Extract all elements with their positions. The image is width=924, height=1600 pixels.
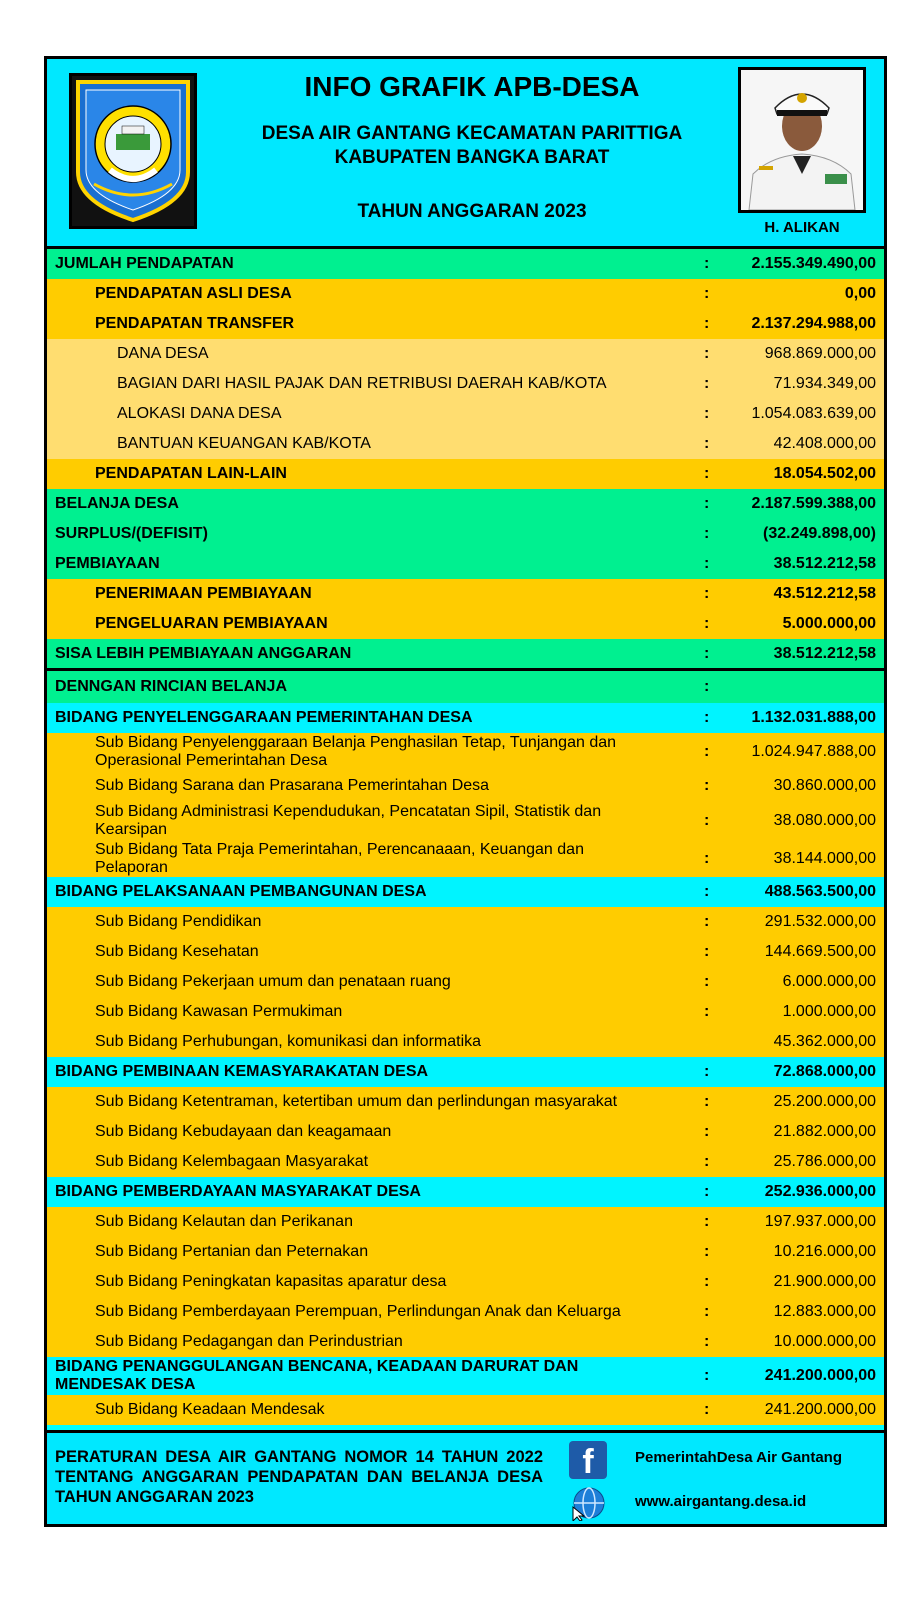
table-row [47, 841, 884, 877]
row-label: Sub Bidang Kesehatan [95, 943, 259, 960]
row-value: 38.512.212,58 [773, 555, 876, 572]
row-colon: : [704, 1243, 710, 1260]
row-label: PENGELUARAN PEMBIAYAAN [95, 615, 328, 632]
row-label: Sub Bidang Administrasi Kependudukan, Pencatatan Sipil, Statistik dan Kearsipan [95, 803, 602, 838]
table-row [47, 579, 884, 609]
table-row [47, 639, 884, 669]
row-value: 38.512.212,58 [773, 645, 876, 662]
row-value: 1.054.083.639,00 [751, 405, 876, 422]
row-colon: : [704, 495, 710, 512]
row-colon: : [704, 678, 710, 695]
table-row [47, 1395, 884, 1425]
table-row [47, 1177, 884, 1207]
row-value: 38.144.000,00 [773, 850, 876, 867]
row-colon: : [704, 709, 710, 726]
row-value: 197.937.000,00 [764, 1213, 876, 1230]
table-row [47, 339, 884, 369]
table-row [47, 703, 884, 733]
row-value: 968.869.000,00 [764, 345, 876, 362]
row-value: 25.200.000,00 [773, 1093, 876, 1110]
row-value: 43.512.212,58 [773, 585, 876, 602]
row-colon: : [704, 1401, 710, 1418]
row-label: Sub Bidang Kelautan dan Perikanan [95, 1213, 353, 1230]
row-value: 1.132.031.888,00 [751, 709, 876, 726]
table-row [47, 279, 884, 309]
row-label: PEMBIAYAAN [55, 555, 160, 572]
row-label: PENDAPATAN TRANSFER [95, 315, 295, 332]
table-row [47, 1327, 884, 1357]
table-row [47, 671, 884, 703]
row-colon: : [704, 345, 710, 362]
row-label: PENERIMAAN PEMBIAYAAN [95, 585, 312, 602]
regency-subtitle: KABUPATEN BANGKA BARAT [334, 147, 610, 168]
table-row [47, 1027, 884, 1057]
row-colon: : [704, 1367, 710, 1384]
row-label: Sub Bidang Pertanian dan Peternakan [95, 1243, 369, 1260]
row-colon: : [704, 585, 710, 602]
row-colon: : [704, 405, 710, 422]
row-colon: : [704, 1333, 710, 1350]
row-value: (32.249.898,00) [763, 525, 876, 542]
row-label: Sub Bidang Pekerjaan umum dan penataan ruang [95, 973, 451, 990]
regulation-note: PERATURAN DESA AIR GANTANG NOMOR 14 TAHUN 2022 TENTANG ANGGARAN PENDAPATAN DAN BELANJA DESA TAHUN ANGGARAN 2023 [55, 1448, 543, 1506]
row-value: 6.000.000,00 [782, 973, 876, 990]
row-value: 1.024.947.888,00 [751, 743, 876, 760]
row-label: DANA DESA [117, 345, 209, 362]
row-value: 488.563.500,00 [764, 883, 876, 900]
row-colon: : [704, 1123, 710, 1140]
row-value: 12.883.000,00 [773, 1303, 876, 1320]
row-label: Sub Bidang Pemberdayaan Perempuan, Perlindungan Anak dan Keluarga [95, 1303, 621, 1320]
row-colon: : [704, 1183, 710, 1200]
facebook-icon[interactable]: f [569, 1441, 607, 1479]
row-value: 2.137.294.988,00 [751, 315, 876, 332]
row-colon: : [704, 255, 710, 272]
row-value: 0,00 [844, 285, 876, 302]
facebook-page-link[interactable]: PemerintahDesa Air Gantang [635, 1449, 843, 1466]
row-value: 45.362.000,00 [773, 1033, 876, 1050]
row-value: 21.900.000,00 [773, 1273, 876, 1290]
table-row [47, 1297, 884, 1327]
table-row [47, 1207, 884, 1237]
row-label: Sub Bidang Penyelenggaraan Belanja Penghasilan Tetap, Tunjangan dan Operasional Pemerintahan Desa [95, 734, 617, 769]
table-row [47, 997, 884, 1027]
revenue-summary-table [47, 249, 884, 669]
row-colon: : [704, 555, 710, 572]
expenditure-detail-table [47, 671, 884, 1425]
row-label: JUMLAH PENDAPATAN [55, 255, 234, 272]
table-row [47, 459, 884, 489]
table-row [47, 1087, 884, 1117]
row-colon: : [704, 850, 710, 867]
infographic-frame [44, 56, 887, 1527]
row-label: BIDANG PELAKSANAAN PEMBANGUNAN DESA [55, 883, 427, 900]
globe-cursor-icon[interactable] [569, 1485, 607, 1521]
row-label: PENDAPATAN LAIN-LAIN [95, 465, 287, 482]
table-row [47, 771, 884, 801]
table-row [47, 1267, 884, 1297]
row-colon: : [704, 1093, 710, 1110]
website-link[interactable]: www.airgantang.desa.id [635, 1493, 807, 1510]
row-colon: : [704, 777, 710, 794]
row-value: 2.155.349.490,00 [751, 255, 876, 272]
row-label: ALOKASI DANA DESA [117, 405, 282, 422]
row-label: Sub Bidang Tata Praja Pemerintahan, Perencanaaan, Keuangan dan Pelaporan [95, 841, 584, 876]
row-colon: : [704, 375, 710, 392]
row-label: SURPLUS/(DEFISIT) [55, 525, 208, 542]
row-label: BELANJA DESA [55, 495, 179, 512]
row-label: Sub Bidang Keadaan Mendesak [95, 1401, 325, 1418]
row-value: 241.200.000,00 [764, 1401, 876, 1418]
row-value: 144.669.500,00 [764, 943, 876, 960]
row-colon: : [704, 615, 710, 632]
official-photo [738, 67, 866, 213]
table-row [47, 519, 884, 549]
table-row [47, 733, 884, 771]
footer [47, 1433, 884, 1524]
row-colon: : [704, 812, 710, 829]
table-row [47, 609, 884, 639]
row-label: Sub Bidang Perhubungan, komunikasi dan informatika [95, 1033, 482, 1050]
row-colon: : [704, 883, 710, 900]
row-label: Sub Bidang Kebudayaan dan keagamaan [95, 1123, 392, 1140]
table-row [47, 1147, 884, 1177]
row-value: 10.216.000,00 [773, 1243, 876, 1260]
table-row [47, 801, 884, 841]
budget-year: TAHUN ANGGARAN 2023 [357, 201, 587, 222]
row-colon: : [704, 1003, 710, 1020]
row-label: Sub Bidang Kawasan Permukiman [95, 1003, 343, 1020]
table-row [47, 1057, 884, 1087]
row-colon: : [704, 465, 710, 482]
row-label: BIDANG PENYELENGGARAAN PEMERINTAHAN DESA [55, 709, 473, 726]
row-value: 2.187.599.388,00 [751, 495, 876, 512]
table-row [47, 967, 884, 997]
row-value: 18.054.502,00 [773, 465, 876, 482]
table-row [47, 877, 884, 907]
row-colon: : [704, 645, 710, 662]
row-value: 72.868.000,00 [773, 1063, 876, 1080]
page-title: INFO GRAFIK APB-DESA [304, 71, 640, 102]
row-colon: : [704, 1213, 710, 1230]
row-label: BAGIAN DARI HASIL PAJAK DAN RETRIBUSI DAERAH KAB/KOTA [117, 375, 607, 392]
row-label: Sub Bidang Pedagangan dan Perindustrian [95, 1333, 403, 1350]
row-label: PENDAPATAN ASLI DESA [95, 285, 292, 302]
row-label: Sub Bidang Pendidikan [95, 913, 262, 930]
row-colon: : [704, 1303, 710, 1320]
table-row [47, 429, 884, 459]
table-row [47, 907, 884, 937]
row-label: BANTUAN KEUANGAN KAB/KOTA [117, 435, 371, 452]
row-value: 252.936.000,00 [764, 1183, 876, 1200]
row-label: SISA LEBIH PEMBIAYAAN ANGGARAN [55, 645, 352, 662]
table-row [47, 399, 884, 429]
row-colon: : [704, 913, 710, 930]
table-row [47, 369, 884, 399]
row-colon: : [704, 1153, 710, 1170]
official-name: H. ALIKAN [764, 219, 840, 236]
row-colon: : [704, 435, 710, 452]
row-colon: : [704, 315, 710, 332]
row-label: BIDANG PEMBERDAYAAN MASYARAKAT DESA [55, 1183, 421, 1200]
row-label: Sub Bidang Peningkatan kapasitas aparatur desa [95, 1273, 447, 1290]
table-row [47, 309, 884, 339]
row-label: BIDANG PENANGGULANGAN BENCANA, KEADAAN DARURAT DAN MENDESAK DESA [55, 1358, 579, 1393]
row-colon: : [704, 285, 710, 302]
row-colon: : [704, 525, 710, 542]
table-row [47, 249, 884, 279]
row-colon: : [704, 973, 710, 990]
table-row [47, 1357, 884, 1395]
row-value: 71.934.349,00 [773, 375, 876, 392]
table-row [47, 549, 884, 579]
table-row [47, 937, 884, 967]
row-value: 25.786.000,00 [773, 1153, 876, 1170]
row-value: 10.000.000,00 [773, 1333, 876, 1350]
header [47, 59, 884, 247]
row-colon: : [704, 1063, 710, 1080]
row-value: 5.000.000,00 [782, 615, 876, 632]
row-value: 42.408.000,00 [773, 435, 876, 452]
row-value: 30.860.000,00 [773, 777, 876, 794]
table-row [47, 1117, 884, 1147]
regency-logo [69, 73, 197, 229]
table-row [47, 1237, 884, 1267]
row-value: 291.532.000,00 [764, 913, 876, 930]
village-subtitle: DESA AIR GANTANG KECAMATAN PARITTIGA [261, 123, 683, 144]
row-label: BIDANG PEMBINAAN KEMASYARAKATAN DESA [55, 1063, 429, 1080]
row-label: Sub Bidang Kelembagaan Masyarakat [95, 1153, 369, 1170]
row-colon: : [704, 743, 710, 760]
row-colon: : [704, 1273, 710, 1290]
row-label: DENNGAN RINCIAN BELANJA [55, 678, 288, 695]
row-value: 241.200.000,00 [764, 1367, 876, 1384]
row-colon: : [704, 943, 710, 960]
row-value: 1.000.000,00 [782, 1003, 876, 1020]
row-label: Sub Bidang Sarana dan Prasarana Pemerintahan Desa [95, 777, 490, 794]
row-value: 38.080.000,00 [773, 812, 876, 829]
row-label: Sub Bidang Ketentraman, ketertiban umum dan perlindungan masyarakat [95, 1093, 618, 1110]
row-value: 21.882.000,00 [773, 1123, 876, 1140]
table-row [47, 489, 884, 519]
